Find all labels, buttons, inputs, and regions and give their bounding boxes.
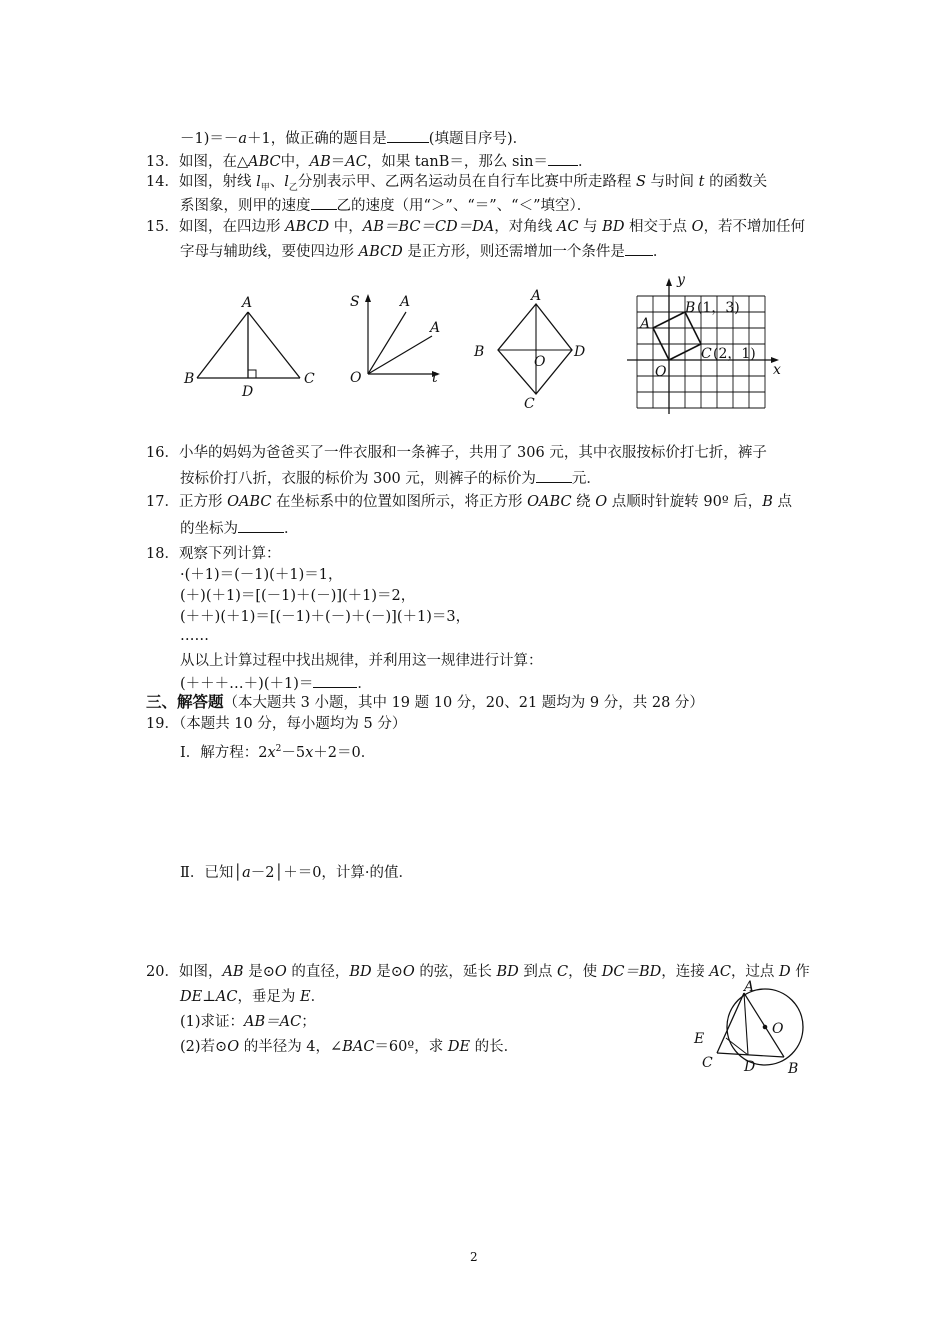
- q13-eq: ＝: [330, 154, 346, 170]
- q14-number: 14．: [146, 174, 179, 190]
- q20-bd2: BD: [496, 964, 519, 980]
- tri-label-a: A: [242, 295, 253, 311]
- circle-label-a: A: [744, 979, 755, 995]
- q15-ac: AC: [556, 219, 579, 235]
- q14-sep: 、: [269, 174, 285, 190]
- q19-p1-x2: x: [305, 744, 314, 761]
- q15-bd: BD: [602, 219, 625, 235]
- q14-text: 如图，射线: [178, 174, 257, 190]
- q20-bd: BD: [349, 964, 372, 980]
- q17-text: 正方形: [178, 494, 228, 510]
- q20-s2-text2: 的半径为 4，∠: [239, 1039, 343, 1055]
- q19-part1: Ⅰ．解方程：$2x^2-5x+2=0$．: [180, 744, 376, 761]
- rhombus-label-d: D: [574, 344, 586, 360]
- rhombus-label-o: O: [534, 354, 546, 370]
- q20-sub1: [180, 1013, 316, 1031]
- q20-s2-text: (2)若⊙: [180, 1039, 228, 1055]
- q18-row1: ·(＋1)＝(－1)(＋1)＝1，: [180, 567, 343, 583]
- figure-st-graph: [340, 290, 450, 400]
- q20-t4: 是⊙: [371, 964, 403, 980]
- q15-answer-blank: [625, 241, 653, 256]
- graph-label-t: t: [432, 370, 438, 386]
- q14-line1: [146, 173, 767, 197]
- q18-title: [146, 545, 280, 563]
- q20-t5: 的弦，延长: [414, 964, 497, 980]
- graph-label-s: S: [350, 294, 360, 310]
- grid-label-c-coord: (2，1): [713, 346, 756, 362]
- q20-t10: 作: [790, 964, 810, 980]
- q20-t6: 到点: [518, 964, 558, 980]
- q17-line1: [146, 493, 792, 511]
- q17-b: B: [762, 494, 773, 510]
- q13-text3: ，如果 tanB＝，那么 sin＝: [366, 154, 548, 170]
- q19-p2-text2: －2│＋＝0，计算·的值．: [250, 865, 414, 881]
- q14-line2-text2: 乙的速度（用“＞”、“＝”、“＜”填空）．: [336, 198, 592, 214]
- q17-line2: [180, 518, 299, 538]
- graph-label-o: O: [350, 370, 362, 386]
- q13-number: 13．: [146, 154, 179, 170]
- q16-line2-end: 元．: [571, 471, 601, 487]
- q13-text2: 中，: [280, 154, 310, 170]
- q20-de: DE: [180, 989, 203, 1005]
- q15-o: O: [691, 219, 704, 235]
- q20-o2: O: [402, 964, 415, 980]
- q17-text4: 点顺时针旋转 90º 后，: [607, 494, 763, 510]
- q12-text: －1)＝－: [180, 131, 239, 147]
- q20-line2: [180, 988, 325, 1006]
- q15-abcd2: ABCD: [358, 244, 403, 260]
- q19-p1-text: Ⅰ．解方程：2: [180, 744, 268, 761]
- q20-t3: 的直径，: [286, 964, 350, 980]
- q19-p2-a: a: [242, 865, 251, 881]
- q14-l2: l: [284, 174, 289, 190]
- figure-grid-square: [625, 270, 795, 418]
- q17-number: 17．: [146, 494, 179, 510]
- q18-dots: ……: [180, 628, 209, 644]
- q20-dcbd: DC＝BD: [601, 964, 662, 980]
- q13-text: 如图，在△: [178, 154, 249, 170]
- q15-text6: ，若不增加任何: [703, 219, 806, 235]
- q18-row3: (＋＋)(＋1)＝[(－1)＋(－)＋(－)](＋1)＝3，: [180, 609, 471, 625]
- q15-text3: ，对角线: [494, 219, 557, 235]
- q14-text2: 分别表示甲、乙两名运动员在自行车比赛中所走路程: [297, 174, 636, 190]
- q14-answer-blank: [311, 195, 337, 210]
- q17-line2-end: ．: [284, 521, 299, 537]
- q15-line2-text: 字母与辅助线，要使四边形: [180, 244, 359, 260]
- figure-circle: [690, 975, 815, 1080]
- q14-line2: [180, 195, 591, 215]
- q19-part2: [180, 864, 413, 882]
- q16-number: 16．: [146, 445, 179, 461]
- q20-t2: 是⊙: [243, 964, 275, 980]
- q20-ac2: AC: [215, 989, 238, 1005]
- rhombus-label-b: B: [474, 344, 485, 360]
- q14-l1: l: [256, 174, 261, 190]
- circle-label-e: E: [694, 1031, 705, 1047]
- q18-row5: [180, 673, 372, 693]
- circle-label-b: B: [788, 1061, 799, 1077]
- q17-answer-blank: [238, 518, 284, 533]
- q17-o: O: [595, 494, 608, 510]
- q17-line2-text: 的坐标为: [180, 521, 238, 537]
- q20-perp: ⊥: [202, 989, 216, 1005]
- rhombus-label-c: C: [524, 396, 535, 412]
- q20-s2-o: O: [227, 1039, 240, 1055]
- rhombus-label-a: A: [531, 288, 542, 304]
- q18-row5-text: (＋＋＋…＋)(＋1)＝: [180, 676, 314, 692]
- grid-label-a: A: [640, 316, 651, 332]
- tri-label-c: C: [304, 371, 315, 387]
- q16-line1: [146, 444, 767, 462]
- q12-answer-blank: [387, 128, 429, 143]
- figure-triangle: [180, 290, 320, 405]
- graph-label-a2: A: [430, 320, 441, 336]
- q15-text5: 相交于点: [624, 219, 692, 235]
- q20-s2-de: DE: [447, 1039, 471, 1055]
- tri-label-d: D: [242, 384, 254, 400]
- q20-s1-eq: AB＝AC: [244, 1014, 302, 1030]
- q19-header: [146, 715, 406, 733]
- graph-label-a1: A: [400, 294, 411, 310]
- q20-ab: AB: [222, 964, 244, 980]
- q14-sub1: 甲: [260, 182, 270, 193]
- q20-d: D: [779, 964, 791, 980]
- q20-e: E: [300, 989, 311, 1005]
- q15-line2-end: ．: [652, 244, 668, 260]
- grid-label-x: x: [773, 362, 781, 378]
- q20-s2-text3: ＝60º，求: [374, 1039, 448, 1055]
- q13-answer-blank: [548, 151, 578, 166]
- q15-text2: 中，: [329, 219, 363, 235]
- q16-answer-blank: [536, 468, 572, 483]
- q15-line2: [180, 241, 667, 261]
- grid-label-b: B: [685, 300, 696, 316]
- q12-var: a: [238, 131, 248, 147]
- q20-t7: ，使: [568, 964, 602, 980]
- circle-label-o: O: [772, 1021, 784, 1037]
- q14-t: t: [698, 174, 705, 190]
- q20-l2-end: ．: [310, 989, 326, 1005]
- figure-rhombus: [470, 286, 590, 414]
- q19-number: 19．: [146, 716, 179, 732]
- q19-p1-text2: －5: [281, 744, 306, 761]
- circle-label-d: D: [744, 1059, 756, 1075]
- q19-p1-text3: ＋2＝0．: [313, 744, 376, 761]
- q20-l2-text: ，垂足为: [237, 989, 301, 1005]
- grid-label-o: O: [655, 364, 667, 380]
- q20-sub2: [180, 1038, 518, 1056]
- q13-ab: AB: [309, 154, 331, 170]
- tri-label-b: B: [184, 371, 195, 387]
- q16-line2-text: 按标价打八折，衣服的标价为 300 元，则裤子的标价为: [180, 471, 536, 487]
- q15-line2-text2: 是正方形，则还需增加一个条件是: [402, 244, 625, 260]
- q13: [146, 151, 592, 171]
- q13-end: ．: [577, 154, 593, 170]
- q19-desc: （本题共 10 分，每小题均为 5 分）: [178, 716, 407, 732]
- circle-label-c: C: [702, 1055, 713, 1071]
- q14-line2-text: 系图象，则甲的速度: [180, 198, 311, 214]
- q12-text3: (填题目序号)．: [428, 131, 528, 147]
- q20-c: C: [557, 964, 569, 980]
- section-3-title: 三、解答题: [146, 692, 224, 711]
- q15-abcd: ABCD: [285, 219, 330, 235]
- grid-label-y: y: [677, 272, 685, 288]
- q15-line1: [146, 218, 805, 236]
- q20-s2-bac: BAC: [342, 1039, 375, 1055]
- q20-ac: AC: [709, 964, 731, 980]
- q15-text: 如图，在四边形: [178, 219, 286, 235]
- q20-t8: ，连接: [661, 964, 710, 980]
- q14-text4: 的函数关: [704, 174, 768, 190]
- q20-s1-end: ；: [301, 1014, 316, 1030]
- q20-t9: ，过点: [730, 964, 780, 980]
- q15-sides: AB＝BC＝CD＝DA: [362, 219, 495, 235]
- q17-oabc: OABC: [227, 494, 272, 510]
- q12-text2: ＋1，做正确的题目是: [247, 131, 387, 147]
- q17-text5: 点: [772, 494, 793, 510]
- q20-t1: 如图，: [178, 964, 223, 980]
- q20-s2-end: 的长．: [470, 1039, 519, 1055]
- page-number: 2: [470, 1250, 478, 1264]
- q18-row2: (＋)(＋1)＝[(－1)＋(－)](＋1)＝2，: [180, 588, 416, 604]
- q18-row5-end: ．: [357, 676, 372, 692]
- q13-abc: ABC: [248, 154, 281, 170]
- q17-text3: 绕: [571, 494, 596, 510]
- q17-text2: 在坐标系中的位置如图所示，将正方形: [271, 494, 528, 510]
- grid-label-c: C: [701, 346, 712, 362]
- q16-line2: [180, 468, 601, 488]
- section-3-heading: [146, 693, 704, 712]
- q18-row4: 从以上计算过程中找出规律，并利用这一规律进行计算：: [180, 653, 543, 669]
- q12-continuation: [180, 128, 527, 148]
- q20-o: O: [274, 964, 287, 980]
- q14-text3: 与时间: [645, 174, 699, 190]
- q20-number: 20．: [146, 964, 179, 980]
- q15-number: 15．: [146, 219, 179, 235]
- q18-number: 18．: [146, 546, 179, 562]
- section-3-desc: （本大题共 3 小题，其中 19 题 10 分，20、21 题均为 9 分，共 28 分）: [223, 695, 704, 711]
- q14-s: S: [635, 174, 646, 190]
- grid-label-b-coord: (1，3): [697, 300, 740, 316]
- q20-s1-text: (1)求证：: [180, 1014, 245, 1030]
- q18-answer-blank: [313, 673, 357, 688]
- q17-oabc2: OABC: [527, 494, 572, 510]
- q13-ac: AC: [345, 154, 367, 170]
- q16-text: 小华的妈妈为爸爸买了一件衣服和一条裤子，共用了 306 元，其中衣服按标价打七折，裤子: [178, 445, 767, 461]
- q19-p2-text: Ⅱ．已知│: [180, 865, 243, 881]
- q15-text4: 与: [578, 219, 603, 235]
- q19-p1-x: x: [267, 744, 276, 761]
- q18-title-text: 观察下列计算：: [178, 546, 281, 562]
- q14-sub2: 乙: [288, 182, 298, 193]
